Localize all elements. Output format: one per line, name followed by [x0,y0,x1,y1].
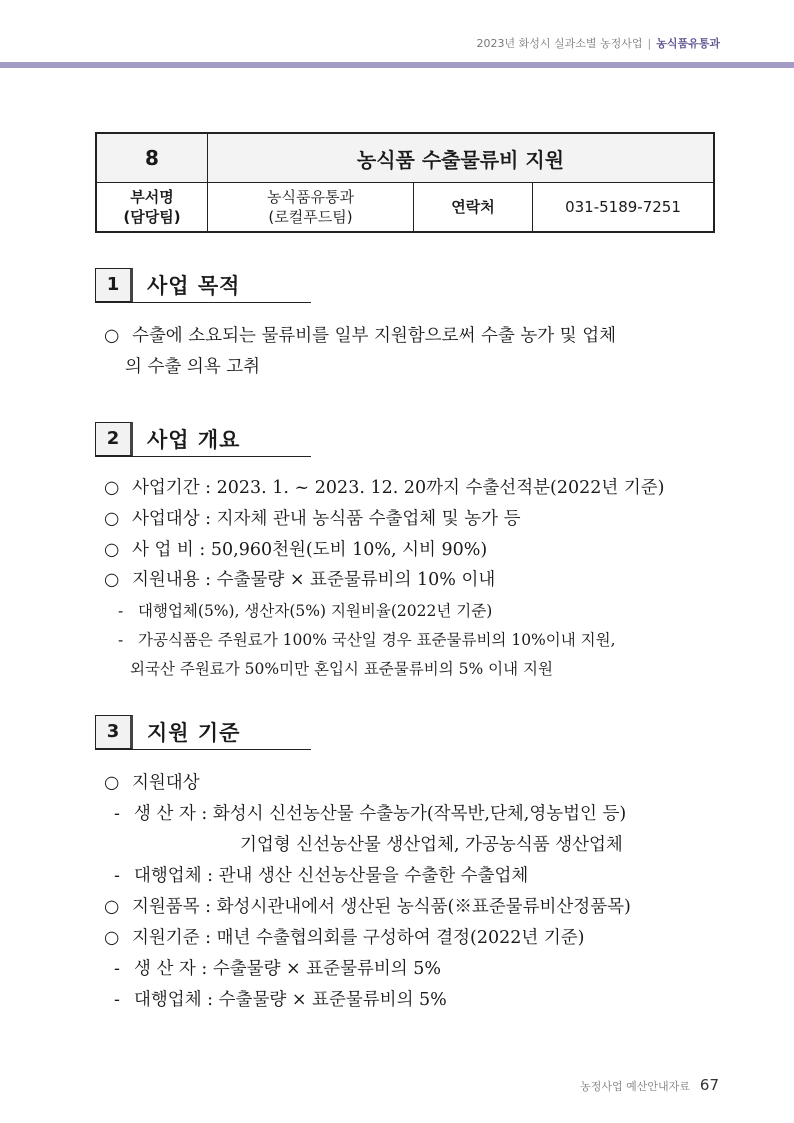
section-2-line-7: 외국산 주원료가 50%미만 혼입시 표준물류비의 5% 이내 지원 [130,660,553,678]
dept-value: 농식품유통과 (로컬푸드팀) [208,183,414,233]
section-3-title: 지원 기준 [147,721,241,745]
header-department: 농식품유통과 [656,37,720,50]
section-1-line-1: ○ 수출에 소요되는 물류비를 일부 지원함으로써 수출 농가 및 업체 [104,326,617,346]
section-3-line-6: ○ 지원기준 : 매년 수출협의회를 구성하여 결정(2022년 기준) [104,928,585,948]
section-3-number: 3 [95,715,133,749]
header-separator: | [647,37,652,50]
section-2-line-1: ○ 사업기간 : 2023. 1. ~ 2023. 12. 20까지 수출선적분(2022년 기준) [104,478,665,498]
section-2-line-4: ○ 지원내용 : 수출물량 × 표준물류비의 10% 이내 [104,570,496,590]
section-3-line-8: - 대행업체 : 수출물량 × 표준물류비의 5% [114,990,447,1010]
running-header [477,35,720,51]
program-number: 8 [96,133,208,183]
page-footer [580,1076,719,1094]
program-info-table [95,132,715,233]
section-1-header [95,268,311,303]
section-2-header [95,422,311,457]
section-3-header [95,715,311,750]
section-3-line-4: - 대행업체 : 관내 생산 신선농산물을 수출한 수출업체 [114,866,529,886]
section-2-line-6: - 가공식품은 주원료가 100% 국산일 경우 표준물류비의 10%이내 지원, [118,631,616,649]
program-meta-row [96,183,714,233]
section-2-line-3: ○ 사 업 비 : 50,960천원(도비 10%, 시비 90%) [104,540,488,560]
contact-label: 연락처 [414,183,533,233]
program-title: 농식품 수출물류비 지원 [208,133,715,183]
contact-value: 031-5189-7251 [533,183,715,233]
page-number: 67 [699,1076,719,1094]
section-3-line-3: 기업형 신선농산물 생산업체, 가공농식품 생산업체 [240,835,623,855]
header-doc-title: 2023년 화성시 실과소별 농정사업 [476,37,643,50]
section-1-title: 사업 목적 [147,274,241,298]
section-3-line-2: - 생 산 자 : 화성시 신선농산물 수출농가(작목반,단체,영농법인 등) [114,804,627,824]
header-rule [0,62,794,68]
section-2-number: 2 [95,422,133,456]
section-3-line-1: ○ 지원대상 [104,773,200,793]
footer-label: 농정사업 예산안내자료 [580,1080,690,1093]
section-1-line-2: 의 수출 의욕 고취 [125,357,261,377]
section-2-line-5: - 대행업체(5%), 생산자(5%) 지원비율(2022년 기준) [118,602,493,620]
section-3-line-5: ○ 지원품목 : 화성시관내에서 생산된 농식품(※표준물류비산정품목) [104,897,631,917]
program-title-row [96,133,714,183]
section-2-title: 사업 개요 [147,428,241,452]
dept-label: 부서명 (담당팀) [96,183,208,233]
section-2-line-2: ○ 사업대상 : 지자체 관내 농식품 수출업체 및 농가 등 [104,509,521,529]
section-3-line-7: - 생 산 자 : 수출물량 × 표준물류비의 5% [114,959,442,979]
section-1-number: 1 [95,268,133,302]
